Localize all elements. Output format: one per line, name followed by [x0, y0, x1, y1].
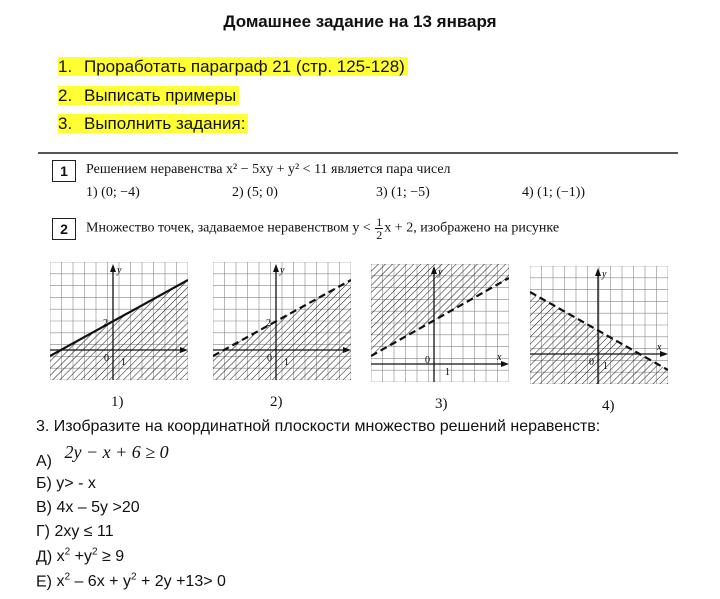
question-2-text-before: Множество точек, задаваемое неравенством y <	[86, 220, 371, 236]
answer-option: 4) (1; (−1))	[522, 185, 586, 200]
fraction	[375, 216, 383, 241]
task-number: 1.	[58, 57, 73, 76]
task-number: 2.	[58, 86, 73, 105]
item-expression: $x^2 +y^2 \ge 9$	[56, 547, 125, 566]
item-expression: y> - x	[56, 475, 96, 492]
y-axis-label: y	[280, 265, 285, 276]
answer-option: 1) (0; −4)	[86, 185, 140, 200]
item-label: А)	[36, 453, 52, 470]
page-title: Домашнее задание на 13 января	[223, 12, 497, 31]
y-axis-label: y	[438, 267, 443, 278]
task-number: 3.	[58, 114, 73, 133]
item-label: В)	[36, 499, 52, 516]
graph-4	[530, 266, 668, 384]
tick-label-1: 1	[121, 357, 126, 368]
origin-label: 0	[104, 353, 109, 364]
item-label: Г)	[36, 523, 50, 540]
question-number-box: 2	[52, 218, 76, 240]
graph-3	[371, 264, 509, 382]
tick-label-1: 1	[603, 361, 608, 372]
tick-label-2: 2	[266, 318, 271, 329]
task-text: Выполнить задания:	[84, 114, 246, 133]
question-number-box: 1	[52, 160, 76, 182]
origin-label: 0	[267, 353, 272, 364]
section-3-heading: 3. Изобразите на координатной плоскости множество решений неравенств:	[36, 418, 601, 435]
item-expression: $x^2 - 6x + y^2 + 2y +13> 0$	[56, 572, 226, 591]
graph-2	[213, 262, 351, 380]
item-label: Б)	[36, 475, 52, 492]
x-axis-label: x	[497, 352, 502, 363]
answer-option: 2) (5; 0)	[232, 185, 278, 200]
inequality-item-d	[36, 547, 124, 566]
origin-label: 0	[589, 357, 594, 368]
inequality-item-e	[36, 572, 226, 591]
tick-label-2: 2	[103, 318, 108, 329]
graph-caption: 2)	[270, 394, 283, 410]
graph-caption: 1)	[111, 394, 124, 410]
tick-label-1: 1	[284, 357, 289, 368]
graph-1	[50, 262, 188, 380]
x-axis-label: x	[657, 342, 662, 353]
inequality-item-a	[36, 442, 169, 471]
item-expression: 2xy ≤ 11	[54, 523, 114, 540]
task-text: Проработать параграф 21 (стр. 125-128)	[84, 57, 405, 76]
inequality-item-b	[36, 475, 96, 493]
question-2-text	[86, 216, 559, 241]
graph-caption: 4)	[602, 398, 615, 414]
task-text: Выписать примеры	[84, 86, 237, 105]
origin-label: 0	[425, 355, 430, 366]
inequality-item-g	[36, 523, 114, 541]
y-axis-label: y	[602, 269, 607, 280]
graph-caption: 3)	[435, 396, 448, 412]
item-expression: 4x – 5y >20	[56, 499, 140, 516]
answer-option: 3) (1; −5)	[376, 185, 430, 200]
task-item-3	[58, 113, 248, 135]
question-1-text: Решением неравенства x² − 5xy + y² < 11 является пара чисел	[86, 162, 451, 177]
y-axis-label: y	[117, 265, 122, 276]
inequality-item-v	[36, 499, 140, 517]
task-item-1	[58, 56, 408, 78]
divider	[38, 152, 678, 154]
item-label: Д)	[36, 548, 53, 566]
question-2-text-after: x + 2, изображено на рисунке	[384, 220, 560, 236]
task-item-2	[58, 85, 239, 107]
fraction-numerator: 1	[376, 215, 383, 229]
tick-label-1: 1	[445, 367, 450, 378]
item-expression: 2y − x + 6 ≥ 0	[64, 442, 169, 462]
fraction-denominator: 2	[376, 228, 383, 242]
item-label: Е)	[36, 573, 52, 591]
